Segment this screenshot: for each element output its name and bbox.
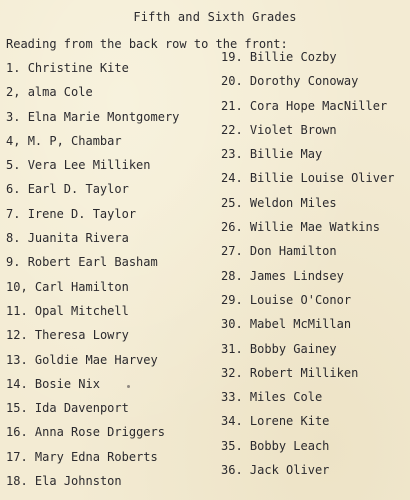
list-item	[221, 50, 394, 74]
student-name: Mabel McMillan	[249, 317, 352, 332]
student-name: Juanita Rivera	[27, 231, 129, 246]
entry-number: 6.	[6, 182, 21, 197]
entry-number: 13.	[6, 352, 28, 367]
intro-line: Reading from the back row to the front:	[6, 37, 288, 51]
student-name: Bobby Leach	[249, 438, 330, 453]
list-item	[221, 147, 394, 171]
entry-number: 5.	[6, 158, 21, 173]
entry-number: 20.	[221, 74, 243, 89]
student-name: Don Hamilton	[249, 244, 337, 259]
list-item	[6, 450, 179, 474]
entry-number: 29.	[221, 292, 243, 307]
list-item	[221, 342, 394, 366]
student-name: Willie Mae Watkins	[249, 220, 380, 235]
student-name: alma Cole	[27, 85, 93, 100]
student-name: Dorothy Conoway	[249, 74, 359, 89]
student-name: Opal Mitchell	[34, 303, 129, 318]
list-item	[6, 110, 179, 134]
list-item	[221, 171, 394, 195]
student-name: Robert Milliken	[249, 365, 359, 380]
entry-number: 15.	[6, 401, 28, 416]
entry-number: 28.	[221, 268, 243, 283]
list-item	[6, 61, 179, 85]
student-name: Theresa Lowry	[34, 328, 129, 343]
student-name: Louise O'Conor	[249, 292, 352, 307]
student-name: Billie Louise Oliver	[249, 171, 395, 186]
student-name: Earl D. Taylor	[27, 182, 129, 197]
list-item	[221, 439, 394, 463]
list-item	[6, 328, 179, 352]
list-item	[221, 366, 394, 390]
list-item	[6, 377, 179, 401]
list-item	[221, 293, 394, 317]
list-item	[221, 123, 394, 147]
student-name: Ela Johnston	[34, 474, 122, 489]
entry-number: 32.	[221, 365, 243, 380]
entry-number: 34.	[221, 414, 243, 429]
entry-number: 9.	[6, 255, 21, 270]
entry-number: 24.	[221, 171, 243, 186]
list-item	[6, 304, 179, 328]
entry-number: 16.	[6, 425, 28, 440]
student-name: Bobby Gainey	[249, 341, 337, 356]
student-name: Vera Lee Milliken	[27, 158, 151, 173]
entry-number: 2,	[6, 85, 21, 100]
list-item	[221, 99, 394, 123]
list-item	[6, 207, 179, 231]
entry-number: 35.	[221, 438, 243, 453]
list-item	[221, 390, 394, 414]
list-item	[6, 255, 179, 279]
entry-number: 8.	[6, 231, 21, 246]
document-title: Fifth and Sixth Grades	[133, 10, 297, 24]
left-name-column	[6, 61, 179, 498]
entry-number: 31.	[221, 341, 243, 356]
list-item	[6, 425, 179, 449]
student-name: Christine Kite	[27, 61, 129, 75]
list-item	[6, 474, 179, 498]
entry-number: 22.	[221, 122, 243, 137]
list-item	[6, 134, 179, 158]
student-name: Bosie Nix	[34, 376, 100, 391]
list-item	[221, 463, 394, 487]
entry-number: 36.	[221, 463, 243, 478]
list-item	[6, 231, 179, 255]
entry-number: 3.	[6, 109, 21, 124]
list-item	[221, 414, 394, 438]
student-name: Violet Brown	[249, 122, 337, 137]
student-name: Lorene Kite	[249, 414, 330, 429]
student-name: Billie Cozby	[249, 50, 337, 64]
entry-number: 30.	[221, 317, 243, 332]
right-name-column	[221, 50, 394, 487]
student-name: Robert Earl Basham	[27, 255, 158, 270]
student-name: Elna Marie Montgomery	[27, 109, 180, 124]
student-name: Cora Hope MacNiller	[249, 98, 388, 113]
entry-number: 21.	[221, 98, 243, 113]
student-name: Weldon Miles	[249, 195, 337, 210]
entry-number: 17.	[6, 449, 28, 464]
entry-number: 4,	[6, 133, 21, 148]
entry-number: 18.	[6, 474, 28, 489]
student-name: Irene D. Taylor	[27, 206, 137, 221]
list-item	[6, 158, 179, 182]
entry-number: 26.	[221, 220, 243, 235]
list-item	[6, 280, 179, 304]
student-name: Mary Edna Roberts	[34, 449, 158, 464]
list-item	[6, 182, 179, 206]
entry-number: 12.	[6, 328, 28, 343]
student-name: M. P, Chambar	[27, 133, 122, 148]
list-item	[221, 220, 394, 244]
entry-number: 14.	[6, 376, 28, 391]
ink-speck	[127, 385, 130, 388]
list-item	[221, 244, 394, 268]
list-item	[6, 401, 179, 425]
entry-number: 27.	[221, 244, 243, 259]
student-name: Carl Hamilton	[34, 279, 129, 294]
list-item	[6, 353, 179, 377]
student-name: James Lindsey	[249, 268, 344, 283]
entry-number: 10,	[6, 279, 28, 294]
entry-number: 25.	[221, 195, 243, 210]
list-item	[221, 74, 394, 98]
list-item	[221, 196, 394, 220]
entry-number: 1.	[6, 61, 21, 75]
student-name: Anna Rose Driggers	[34, 425, 165, 440]
student-name: Miles Cole	[249, 390, 323, 405]
student-name: Billie May	[249, 147, 323, 162]
entry-number: 33.	[221, 390, 243, 405]
entry-number: 19.	[221, 50, 243, 64]
student-name: Goldie Mae Harvey	[34, 352, 158, 367]
student-name: Ida Davenport	[34, 401, 129, 416]
list-item	[221, 269, 394, 293]
student-name: Jack Oliver	[249, 463, 330, 478]
entry-number: 11.	[6, 303, 28, 318]
list-item	[221, 317, 394, 341]
entry-number: 7.	[6, 206, 21, 221]
list-item	[6, 85, 179, 109]
entry-number: 23.	[221, 147, 243, 162]
